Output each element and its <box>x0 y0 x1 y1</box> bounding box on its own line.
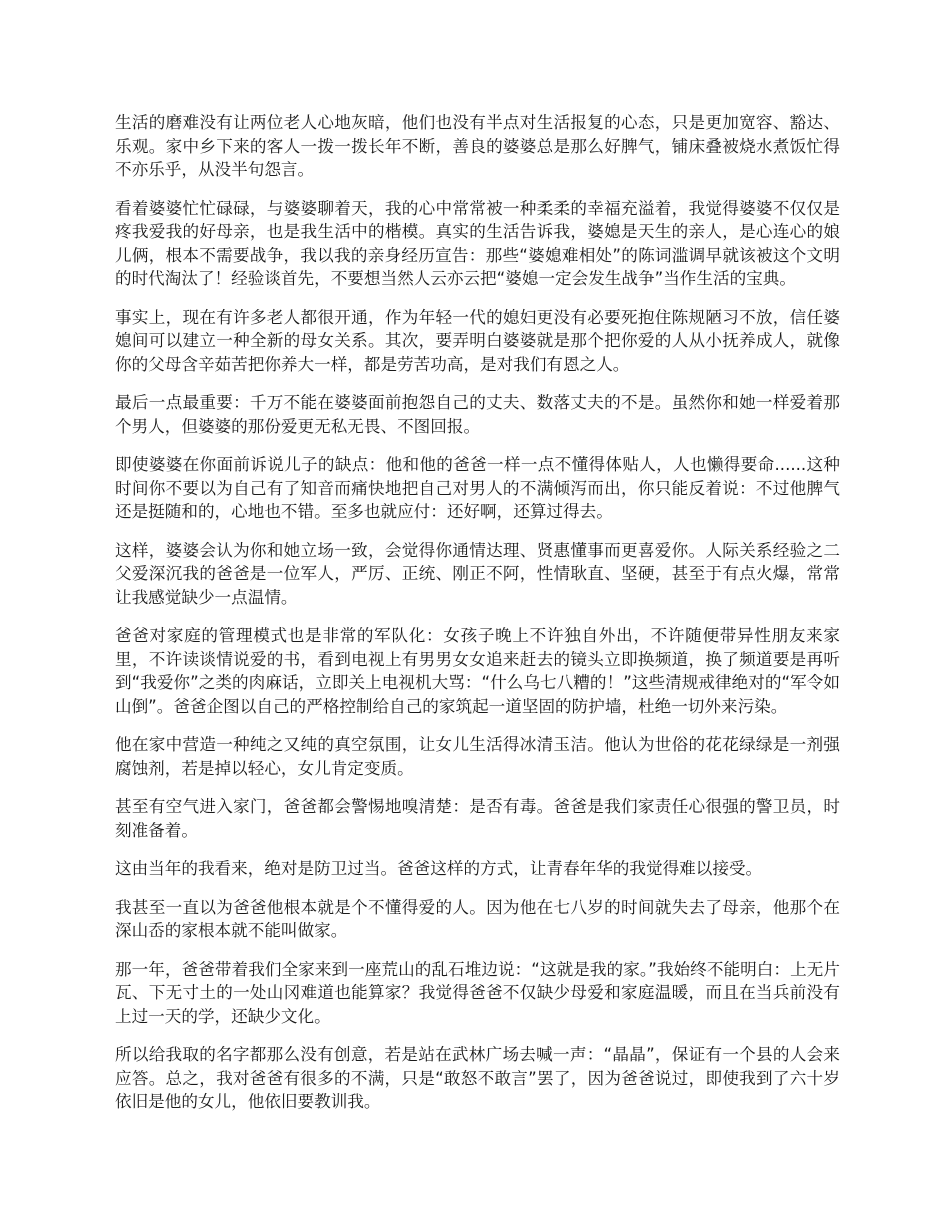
paragraph: 生活的磨难没有让两位老人心地灰暗，他们也没有半点对生活报复的心态，只是更加宽容、豁达、乐观。家中乡下来的客人一拨一拨长年不断，善良的婆婆总是那么好脾气，铺床叠被烧水煮饭忙得不亦乐乎，从没半句怨言。 <box>115 113 840 179</box>
paragraph: 即使婆婆在你面前诉说儿子的缺点：他和他的爸爸一样一点不懂得体贴人，人也懒得要命......这种时间你不要以为自己有了知音而痛快地把自己对男人的不满倾泻而出，你只能反着说：不过他脾气还是挺随和的，心地也不错。至多也就应付：还好啊，还算过得去。 <box>115 455 840 521</box>
paragraph: 这样，婆婆会认为你和她立场一致，会觉得你通情达理、贤惠懂事而更喜爱你。人际关系经验之二父爱深沉我的爸爸是一位军人，严厉、正统、刚正不阿，性情耿直、坚硬，甚至于有点火爆，常常让我感觉缺少一点温情。 <box>115 540 840 607</box>
paragraph: 最后一点最重要：千万不能在婆婆面前抱怨自己的丈夫、数落丈夫的不是。虽然你和她一样爱着那个男人，但婆婆的那份爱更无私无畏、不图回报。 <box>115 393 840 436</box>
paragraph: 事实上，现在有许多老人都很开通，作为年轻一代的媳妇更没有必要死抱住陈规陋习不放，信任婆媳间可以建立一种全新的母女关系。其次，要弄明白婆婆就是那个把你爱的人从小抚养成人，就像你的父母含辛茹苦把你养大一样，都是劳苦功高，是对我们有恩之人。 <box>115 307 840 374</box>
paragraph: 我甚至一直以为爸爸他根本就是个不懂得爱的人。因为他在七八岁的时间就失去了母亲，他那个在深山岙的家根本就不能叫做家。 <box>115 897 840 940</box>
paragraph: 看着婆婆忙忙碌碌，与婆婆聊着天，我的心中常常被一种柔柔的幸福充溢着，我觉得婆婆不仅仅是疼我爱我的好母亲，也是我生活中的楷模。真实的生活告诉我，婆媳是天生的亲人，是心连心的娘儿俩，根本不需要战争，我以我的亲身经历宣告：那些“婆媳难相处”的陈词滥调早就该被这个文明的时代淘汰了！经验谈首先，不要想当然人云亦云把“婆媳一定会发生战争”当作生活的宝典。 <box>115 198 840 288</box>
paragraph: 这由当年的我看来，绝对是防卫过当。爸爸这样的方式，让青春年华的我觉得难以接受。 <box>115 859 763 878</box>
paragraph: 所以给我取的名字都那么没有创意，若是站在武林广场去喊一声：“晶晶”，保证有一个县的人会来应答。总之，我对爸爸有很多的不满，只是“敢怒不敢言”罢了，因为爸爸说过，即使我到了六十岁依旧是他的女儿，他依旧要教训我。 <box>115 1045 840 1111</box>
paragraph: 甚至有空气进入家门，爸爸都会警惕地嗅清楚：是否有毒。爸爸是我们家责任心很强的警卫员，时刻准备着。 <box>115 797 840 840</box>
paragraph: 那一年，爸爸带着我们全家来到一座荒山的乱石堆边说：“这就是我的家。”我始终不能明白：上无片瓦、下无寸土的一处山冈难道也能算家？我觉得爸爸不仅缺少母爱和家庭温暖，而且在当兵前没有上过一天的学，还缺少文化。 <box>115 959 840 1026</box>
paragraph: 爸爸对家庭的管理模式也是非常的军队化：女孩子晚上不许独自外出，不许随便带异性朋友来家里，不许读谈情说爱的书，看到电视上有男男女女追来赶去的镜头立即换频道，换了频道要是再听到“我爱你”之类的肉麻话，立即关上电视机大骂：“什么乌七八糟的！”这些清规戒律绝对的“军令如山倒”。爸爸企图以自己的严格控制给自己的家筑起一道坚固的防护墙，杜绝一切外来污染。 <box>115 626 840 716</box>
paragraph: 他在家中营造一种纯之又纯的真空氛围，让女儿生活得冰清玉洁。他认为世俗的花花绿绿是一剂强腐蚀剂，若是掉以轻心，女儿肯定变质。 <box>115 735 840 778</box>
document-body <box>115 111 840 1129</box>
